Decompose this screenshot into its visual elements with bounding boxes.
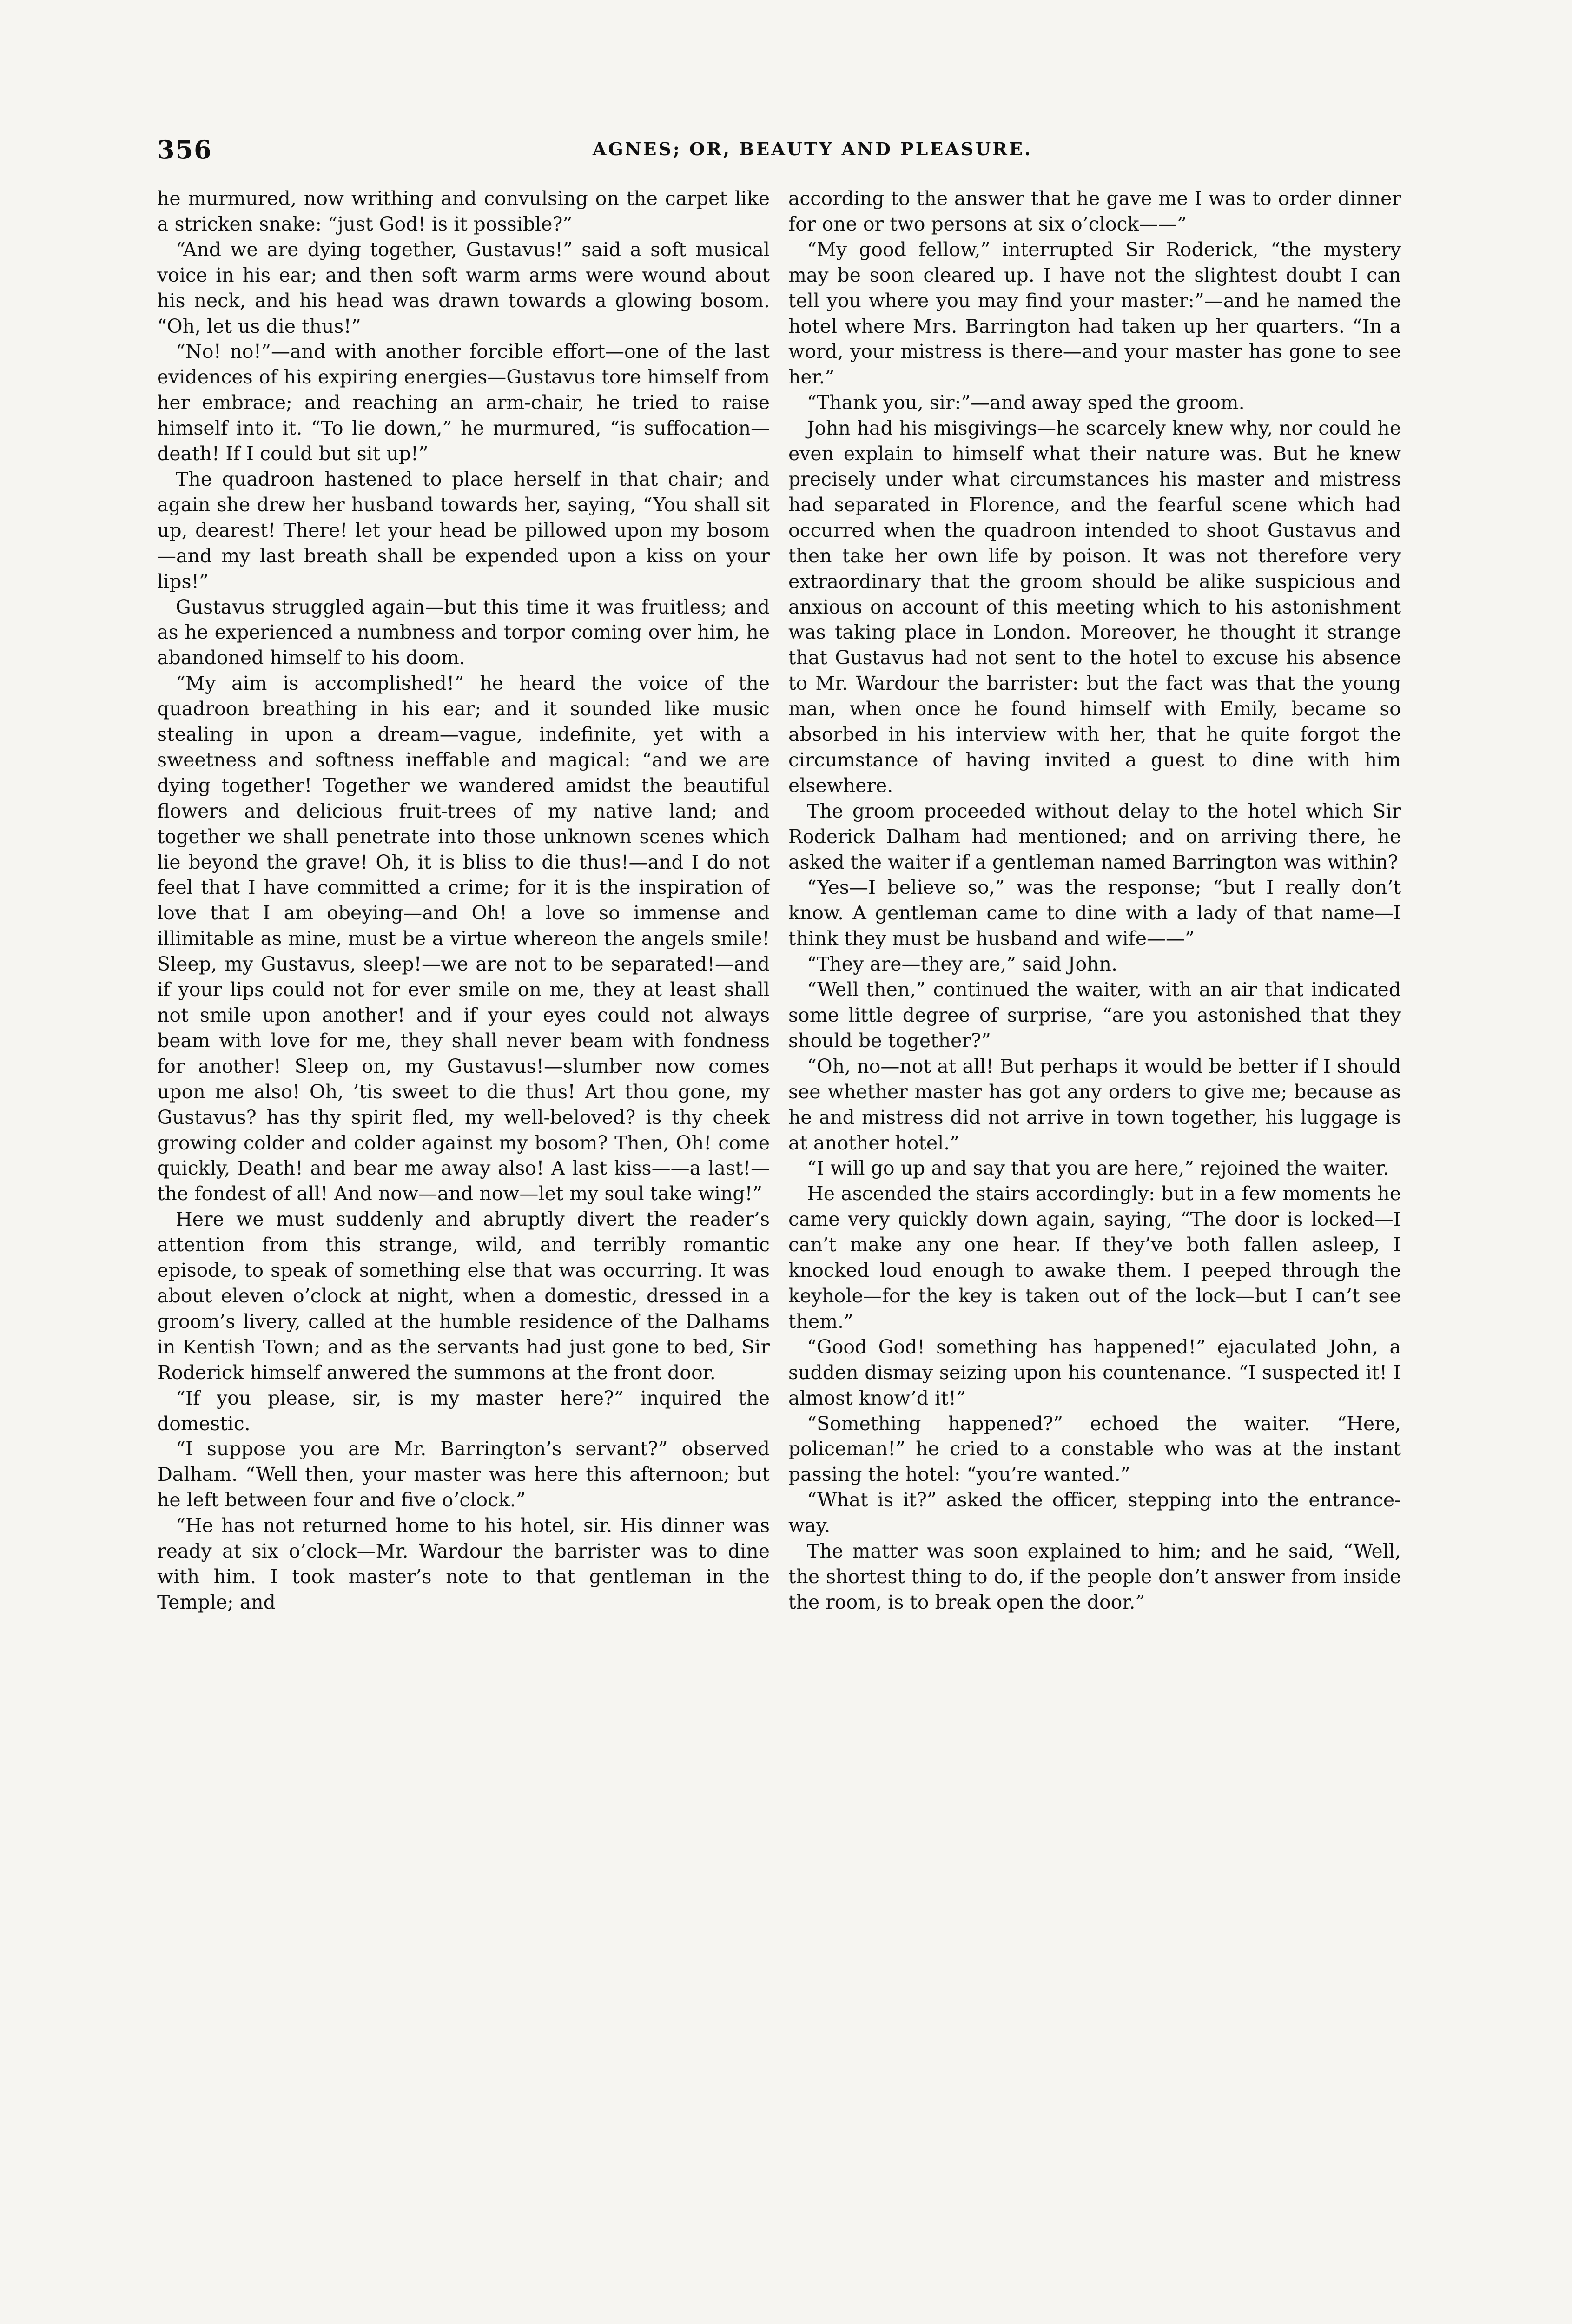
paragraph: “I will go up and say that you are here,” rejoined the waiter. [807, 1157, 1389, 1180]
paragraph: “What is it?” asked the officer, stepping into the entrance-way. [788, 1489, 1401, 1537]
paragraph: “No! no!”—and with another forcible effort—one of the last evidences of his expiring energies—Gustavus tore himself from her embrace; and reaching an arm-chair, he tried to raise himself into it. “To lie down,” he murmured, “is suffocation—death! If I could but sit up!” [157, 340, 770, 465]
paragraph: “My good fellow,” interrupted Sir Roderick, “the mystery may be soon cleared up. I have not the slightest doubt I can tell you where you may find your master:”—and he named the hotel where Mrs. Barrington had taken up her quarters. “In a word, your mistress is there—and your master has gone to see her.” [788, 238, 1401, 389]
paragraph: “Oh, no—not at all! But perhaps it would be better if I should see whether master has got any orders to give me; because as he and mistress did not arrive in town together, his luggage is at another hotel.” [788, 1055, 1401, 1154]
paragraph: he murmured, now writhing and convulsing on the carpet like a stricken snake: “just God! is it possible?” [157, 187, 770, 235]
paragraph: “Yes—I believe so,” was the response; “but I really don’t know. A gentleman came to dine with a lady of that name—I think they must be husband and wife——” [788, 876, 1401, 950]
paragraph: Here we must suddenly and abruptly divert the reader’s attention from this strange, wild, and terribly romantic episode, to speak of something else that was occurring. It was about eleven o’clock at night, when a domestic, dressed in a groom’s livery, called at the humble residence of the Dalhams in Kentish Town; and as the servants had just gone to bed, Sir Roderick himself anwered the summons at the front door. [157, 1208, 770, 1384]
paragraph: The groom proceeded without delay to the hotel which Sir Roderick Dalham had mentioned; and on arriving there, he asked the waiter if a gentleman named Barrington was within? [788, 799, 1401, 873]
right-column [788, 186, 1401, 2268]
left-column [157, 186, 770, 2268]
page-header [157, 135, 1468, 167]
paragraph: according to the answer that he gave me I was to order dinner for one or two persons at six o’clock——” [788, 187, 1401, 235]
paragraph: The matter was soon explained to him; and he said, “Well, the shortest thing to do, if the people don’t answer from inside the room, is to break open the door.” [788, 1540, 1401, 1613]
paragraph: “My aim is accomplished!” he heard the voice of the quadroon breathing in his ear; and it sounded like music stealing in upon a dream—vague, indefinite, yet with a sweetness and softness ineffable and magical: “and we are dying together! Together we wandered amidst the beautiful flowers and delicious fruit-trees of my native land; and together we shall penetrate into those unknown scenes which lie beyond the grave! Oh, it is bliss to die thus!—and I do not feel that I have committed a crime; for it is the inspiration of love that I am obeying—and Oh! a love so immense and illimitable as mine, must be a virtue whereon the angels smile! Sleep, my Gustavus, sleep!—we are not to be separated!—and if your lips could not for ever smile on me, they at least shall not smile upon another! and if your eyes could not always beam with love for me, they shall never beam with fondness for another! Sleep on, my Gustavus!—slumber now comes upon me also! Oh, ’tis sweet to die thus! Art thou gone, my Gustavus? has thy spirit fled, my well-beloved? is thy cheek growing colder and colder against my bosom? Then, Oh! come quickly, Death! and bear me away also! A last kiss——a last!—the fondest of all! And now—and now—let my soul take wing!” [157, 672, 770, 1205]
paragraph: John had his misgivings—he scarcely knew why, nor could he even explain to himself what their nature was. But he knew precisely under what circumstances his master and mistress had separated in Florence, and the fearful scene which had occurred when the quadroon intended to shoot Gustavus and then take her own life by poison. It was not therefore very extraordinary that the groom should be alike suspicious and anxious on account of this meeting which to his astonishment was taking place in London. Moreover, he thought it strange that Gustavus had not sent to the hotel to excuse his absence to Mr. Wardour the barrister: but the fact was that the young man, when once he found himself with Emily, became so absorbed in his interview with her, that he quite forgot the circumstance of having invited a guest to dine with him elsewhere. [788, 417, 1401, 797]
paragraph: “I suppose you are Mr. Barrington’s servant?” observed Dalham. “Well then, your master was here this afternoon; but he left between four and five o’clock.” [157, 1438, 770, 1512]
paragraph: “Something happened?” echoed the waiter. “Here, policeman!” he cried to a constable who was at the instant passing the hotel: “you’re wanted.” [788, 1412, 1401, 1486]
paragraph: “They are—they are,” said John. [807, 953, 1117, 976]
paragraph: “Well then,” continued the waiter, with an air that indicated some little degree of surprise, “are you astonished that they should be together?” [788, 978, 1401, 1052]
page-number: 356 [157, 135, 212, 165]
paragraph: “He has not returned home to his hotel, sir. His dinner was ready at six o’clock—Mr. Wardour the barrister was to dine with him. I took master’s note to that gentleman in the Temple; and [157, 1514, 770, 1613]
paragraph: “If you please, sir, is my master here?” inquired the domestic. [157, 1386, 770, 1435]
paragraph: He ascended the stairs accordingly: but in a few moments he came very quickly down again, saying, “The door is locked—I can’t make any one hear. If they’ve both fallen asleep, I knocked loud enough to awake them. I peeped through the keyhole—for the key is taken out of the lock—but I can’t see them.” [788, 1182, 1401, 1333]
paragraph: “Good God! something has happened!” ejaculated John, a sudden dismay seizing upon his countenance. “I suspected it! I almost know’d it!” [788, 1335, 1401, 1409]
running-title: AGNES; OR, BEAUTY AND PLEASURE. [592, 139, 1033, 159]
paragraph: The quadroon hastened to place herself in that chair; and again she drew her husband towards her, saying, “You shall sit up, dearest! There! let your head be pillowed upon my bosom—and my last breath shall be expended upon a kiss on your lips!” [157, 468, 770, 593]
paragraph: Gustavus struggled again—but this time it was fruitless; and as he experienced a numbness and torpor coming over him, he abandoned himself to his doom. [157, 595, 770, 669]
paragraph: “And we are dying together, Gustavus!” said a soft musical voice in his ear; and then soft warm arms were wound about his neck, and his head was drawn towards a glowing bosom. “Oh, let us die thus!” [157, 238, 770, 337]
paragraph: “Thank you, sir:”—and away sped the groom. [807, 391, 1245, 414]
